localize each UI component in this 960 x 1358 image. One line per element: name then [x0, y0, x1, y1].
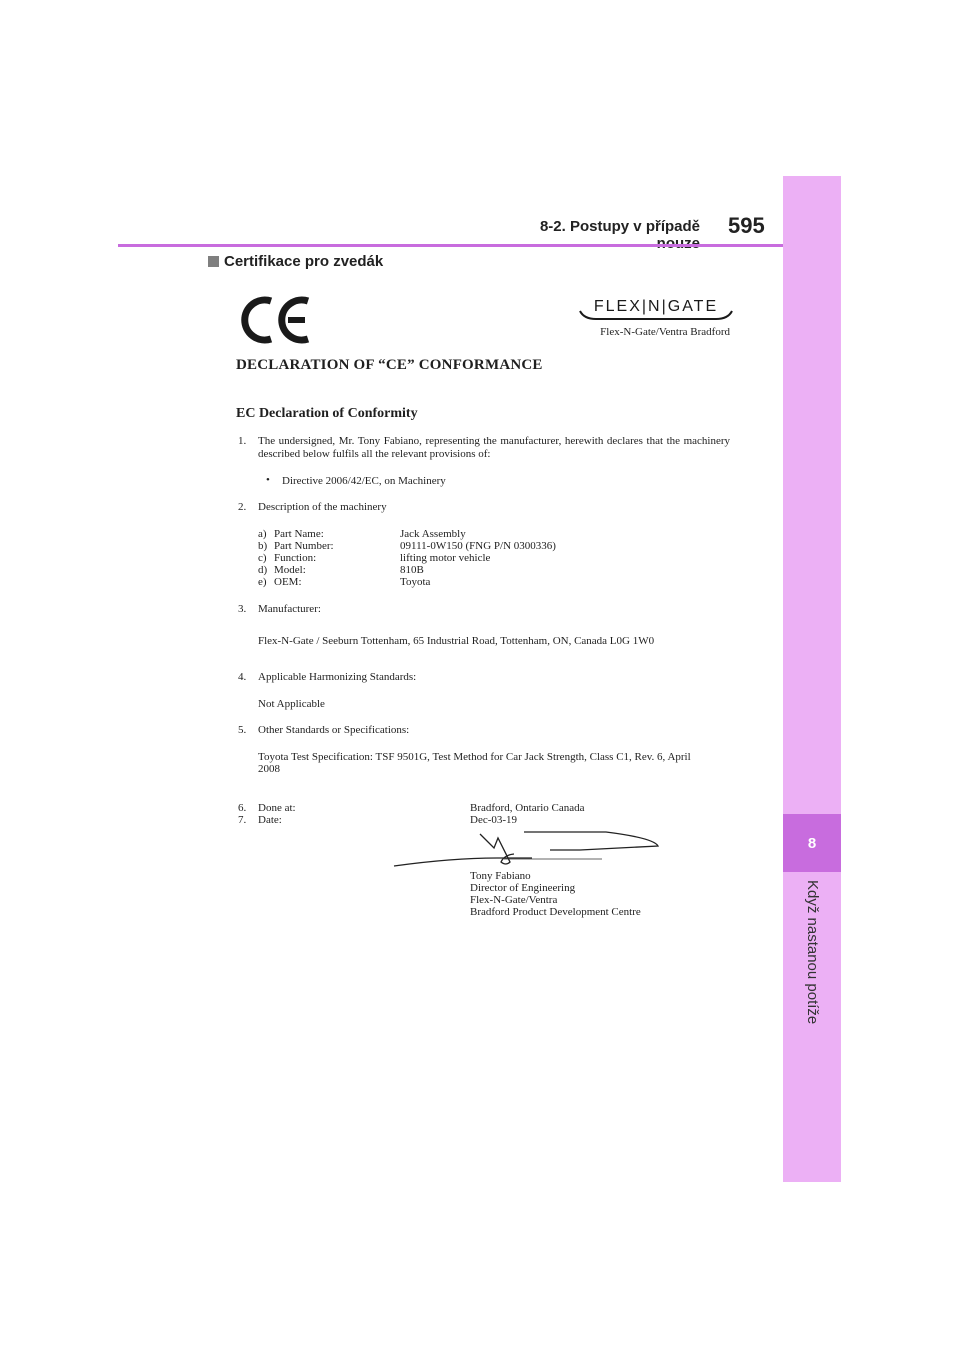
row-label: Part Name: [274, 528, 324, 540]
flex-n-gate-logo [576, 294, 736, 324]
item-text: The undersigned, Mr. Tony Fabiano, representing the manufacturer, herewith declares that the machinery described below fulfils all the relevant provisions of: [258, 435, 730, 460]
item-text: Manufacturer: [258, 603, 321, 615]
item-number: 5. [238, 724, 247, 736]
item-value: Flex-N-Gate / Seeburn Tottenham, 65 Industrial Road, Tottenham, ON, Canada L0G 1W0 [258, 635, 655, 647]
item-value: Not Applicable [258, 698, 325, 710]
ce-mark-logo [238, 294, 314, 346]
item-label: Date: [258, 814, 282, 826]
row-value: 810B [400, 564, 424, 576]
document-title: DECLARATION OF “CE” CONFORMANCE [236, 357, 543, 373]
item-text: Description of the machinery [258, 501, 387, 513]
item-number: 3. [238, 603, 247, 615]
row-label: OEM: [274, 576, 302, 588]
item-value: 2008 [258, 763, 280, 775]
signer-line: Flex-N-Gate/Ventra [470, 894, 558, 906]
row-key: a) [258, 528, 267, 540]
row-key: e) [258, 576, 267, 588]
header-divider [118, 244, 783, 247]
row-value: Toyota [400, 576, 431, 588]
signer-line: Bradford Product Development Centre [470, 906, 641, 918]
signer-line: Tony Fabiano [470, 870, 531, 882]
bullet-text: Directive 2006/42/EC, on Machinery [282, 475, 446, 487]
declaration-document [230, 280, 750, 940]
row-value: lifting motor vehicle [400, 552, 491, 564]
item-value: Toyota Test Specification: TSF 9501G, Test Method for Car Jack Strength, Class C1, Rev. 6, April [258, 751, 691, 763]
section-title-text: Certifikace pro zvedák [224, 253, 384, 270]
item-number: 4. [238, 671, 247, 683]
item-text: Applicable Harmonizing Standards: [258, 671, 417, 683]
item-number: 2. [238, 501, 247, 513]
item-number: 7. [238, 814, 247, 826]
section-title [208, 253, 383, 270]
document-heading: EC Declaration of Conformity [236, 406, 418, 421]
item-label: Done at: [258, 802, 296, 814]
chapter-title-vertical [797, 880, 827, 1180]
chapter-title-text: Když nastanou potíže [804, 880, 821, 1025]
chapter-number-tab[interactable]: 8 [783, 814, 841, 872]
row-label: Function: [274, 552, 317, 564]
row-value: Jack Assembly [400, 528, 466, 540]
item-value: Dec-03-19 [470, 814, 518, 826]
company-subtitle: Flex-N-Gate/Ventra Bradford [600, 326, 730, 338]
row-key: c) [258, 552, 267, 564]
item-value: Bradford, Ontario Canada [470, 802, 585, 814]
item-number: 1. [238, 435, 247, 447]
bullet-dot: • [266, 474, 270, 486]
row-value: 09111-0W150 (FNG P/N 0300336) [400, 540, 556, 552]
svg-text:FLEX|N|GATE: FLEX|N|GATE [593, 298, 719, 315]
item-number: 6. [238, 802, 247, 814]
item-text: Other Standards or Specifications: [258, 724, 410, 736]
row-label: Model: [274, 564, 306, 576]
row-label: Part Number: [274, 540, 334, 552]
square-bullet-icon [208, 256, 219, 267]
row-key: b) [258, 540, 268, 552]
page-number: 595 [728, 213, 765, 238]
row-key: d) [258, 564, 268, 576]
signer-line: Director of Engineering [470, 882, 576, 894]
section-header: 8-2. Postupy v případě [539, 218, 700, 235]
